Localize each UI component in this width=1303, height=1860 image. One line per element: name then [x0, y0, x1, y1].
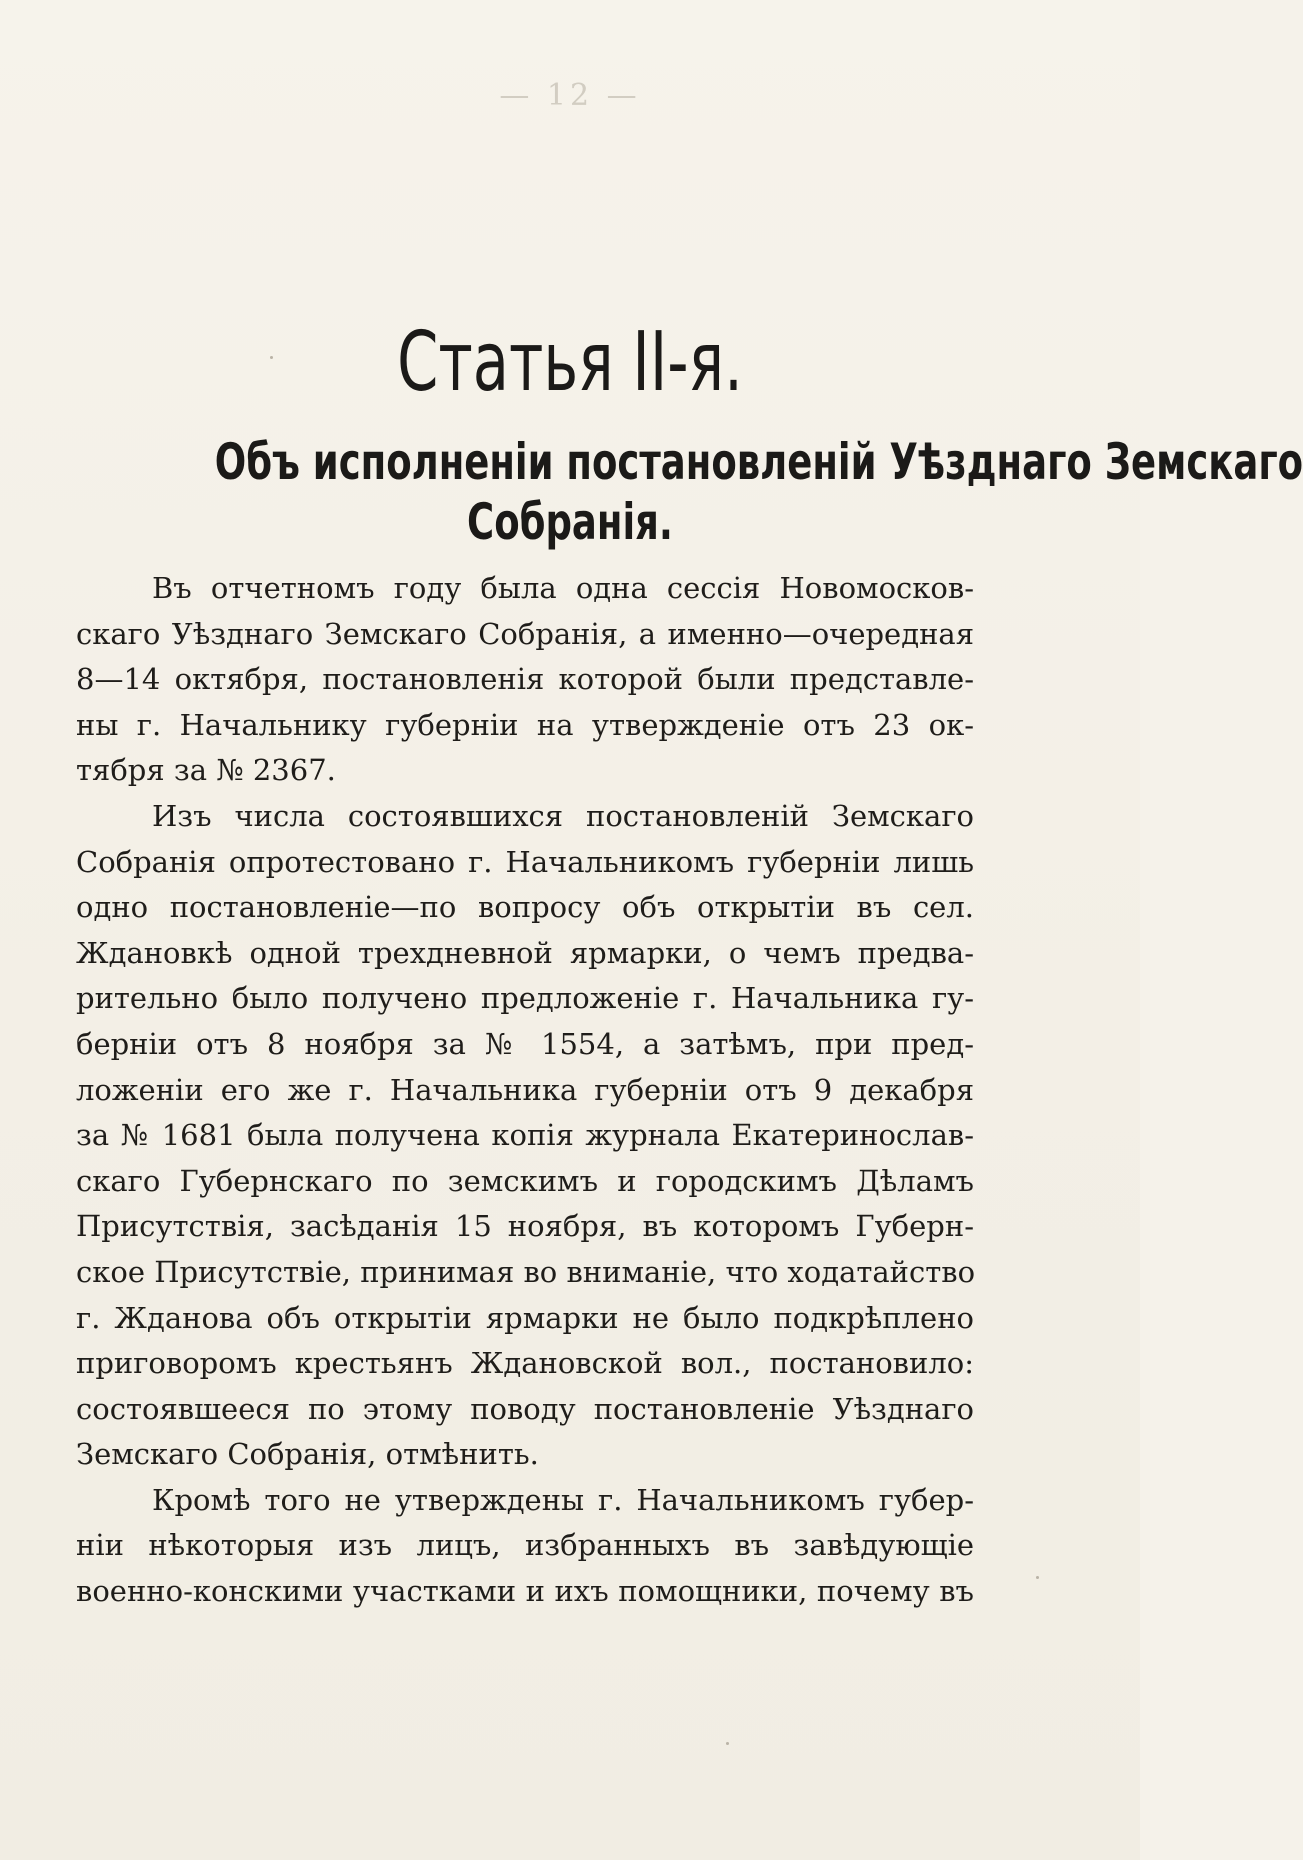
text-line: г. Жданова объ открытіи ярмарки не было подкрѣплено — [76, 1300, 974, 1335]
text-line: 8—14 октября, постановленія которой были представле- — [76, 662, 974, 697]
article-title: Статья II-я. — [397, 315, 743, 410]
subtitle-line: Объ исполненіи постановленій Уѣзднаго Земскаго — [214, 433, 1303, 491]
text-line: Земскаго Собранія, отмѣнить. — [76, 1437, 539, 1472]
text-line: приговоромъ крестьянъ Ждановской вол., постановило: — [76, 1346, 974, 1381]
text-line: тября за № 2367. — [76, 753, 336, 788]
text-line: Кромѣ того не утверждены г. Начальникомъ губер- — [152, 1482, 974, 1517]
text-line: Собранія опротестовано г. Начальникомъ губерніи лишь — [76, 844, 974, 879]
text-line: ложеніи его же г. Начальника губерніи отъ 9 декабря — [76, 1072, 974, 1107]
article-subtitle — [90, 432, 1303, 552]
page-number: — 12 — — [499, 78, 641, 113]
text-line: берніи отъ 8 ноября за № 1554, а затѣмъ, при пред- — [76, 1026, 974, 1061]
paragraph — [76, 566, 974, 794]
text-line: скаго Губернскаго по земскимъ и городскимъ Дѣламъ — [76, 1163, 974, 1198]
text-line: Ждановкѣ одной трехдневной ярмарки, о чемъ предва- — [76, 935, 974, 970]
paper-speck — [726, 1742, 729, 1745]
text-line: Изъ числа состоявшихся постановленій Земскаго — [152, 798, 974, 833]
paragraph — [76, 1478, 974, 1615]
paper-speck — [270, 356, 273, 359]
text-line: Въ отчетномъ году была одна сессія Новомосков- — [152, 571, 974, 605]
body-text — [76, 566, 974, 1615]
text-line: ское Присутствіе, принимая во вниманіе, что ходатайство — [76, 1254, 976, 1289]
text-line: ны г. Начальнику губерніи на утвержденіе отъ 23 ок- — [76, 707, 974, 742]
text-line: Присутствія, засѣданія 15 ноября, въ которомъ Губерн- — [76, 1209, 974, 1244]
text-line: за № 1681 была получена копія журнала Екатеринослав- — [76, 1118, 974, 1153]
text-line: состоявшееся по этому поводу постановленіе Уѣзднаго — [76, 1391, 974, 1426]
paragraph — [76, 794, 974, 1478]
text-line: военно-конскими участками и ихъ помощники, почему въ — [76, 1574, 974, 1609]
paper-speck — [1036, 1576, 1039, 1579]
subtitle-line: Собранія. — [467, 493, 673, 551]
text-line: рительно было получено предложеніе г. Начальника гу- — [76, 981, 974, 1016]
text-line: ніи нѣкоторыя изъ лицъ, избранныхъ въ завѣдующіе — [76, 1528, 974, 1563]
text-line: скаго Уѣзднаго Земскаго Собранія, а именно—очередная — [76, 616, 974, 651]
text-line: одно постановленіе—по вопросу объ открытіи въ сел. — [76, 890, 974, 925]
